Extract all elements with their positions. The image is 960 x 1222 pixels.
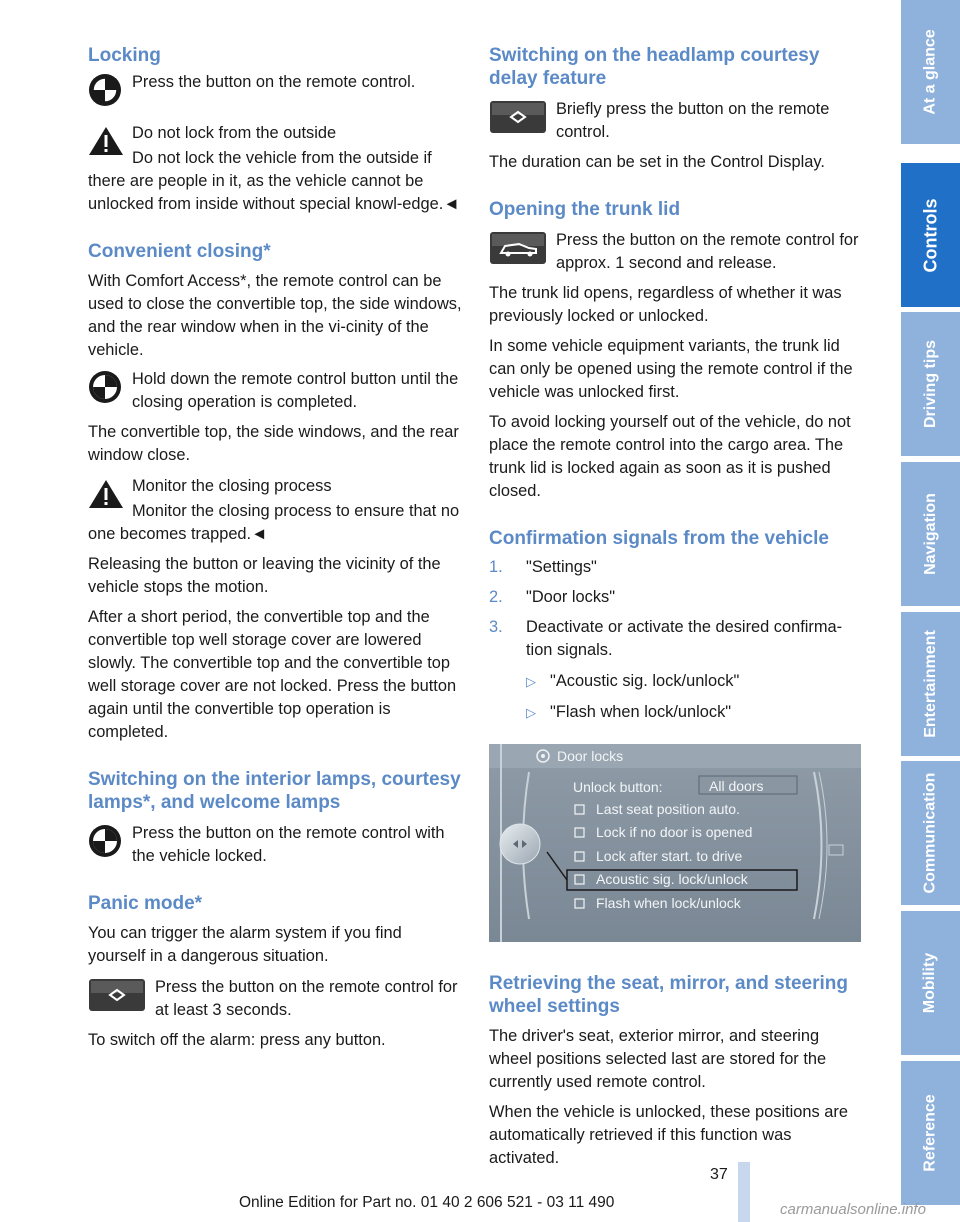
tab-navigation[interactable]: Navigation bbox=[901, 462, 960, 606]
left-column bbox=[88, 44, 462, 1052]
bmw-key-button-icon bbox=[88, 73, 122, 107]
tab-controls[interactable]: Controls bbox=[901, 163, 960, 307]
screen-option: Flash when lock/unlock bbox=[596, 895, 741, 911]
warning-title: Monitor the closing process bbox=[132, 477, 332, 495]
tab-at-a-glance[interactable]: At a glance bbox=[901, 0, 960, 144]
chapter-tabs bbox=[901, 0, 960, 1222]
tab-entertainment[interactable]: Entertainment bbox=[901, 612, 960, 756]
warning-monitor-closing bbox=[88, 475, 462, 546]
section-title-confirmation: Confirmation signals from the vehicle bbox=[489, 528, 829, 549]
triangle-bullet-icon: ▷ bbox=[526, 705, 536, 720]
confirmation-sub-items bbox=[526, 670, 861, 724]
warning-triangle-icon bbox=[88, 479, 124, 509]
list-item: 2. "Door locks" bbox=[489, 588, 616, 606]
trunk-paragraph-3: To avoid locking yourself out of the vehicle, do not place the remote control into the cargo area. The trunk lid is locked again as soon as it is pushed closed. bbox=[489, 413, 851, 500]
list-item: ▷ "Flash when lock/unlock" bbox=[526, 701, 861, 724]
closing-paragraph-2: The convertible top, the side windows, and the rear window close. bbox=[88, 423, 459, 464]
panic-press-text: Press the button on the remote control for at least 3 seconds. bbox=[155, 978, 458, 1019]
section-title-convenient-closing: Convenient closing* bbox=[88, 241, 271, 262]
list-item: ▷ "Acoustic sig. lock/unlock" bbox=[526, 670, 861, 693]
section-title-headlamp: Switching on the headlamp courtesy delay feature bbox=[489, 45, 820, 89]
page-number: 37 bbox=[710, 1166, 728, 1183]
panic-paragraph-2: To switch off the alarm: press any button. bbox=[88, 1031, 386, 1049]
trunk-paragraph-1: The trunk lid opens, regardless of whether it was previously locked or unlocked. bbox=[489, 284, 842, 325]
screen-option: Last seat position auto. bbox=[596, 801, 740, 817]
locking-text: Press the button on the remote control. bbox=[132, 73, 416, 91]
closing-paragraph-1: With Comfort Access*, the remote control can be used to close the convertible top, the side windows, and the rear window when in the vi-cinity of the vehicle. bbox=[88, 272, 462, 359]
tab-communication[interactable]: Communication bbox=[901, 761, 960, 905]
closing-instruction bbox=[88, 368, 462, 414]
retrieve-paragraph-1: The driver's seat, exterior mirror, and steering wheel positions selected last are stored for the currently used remote control. bbox=[489, 1027, 827, 1091]
unlock-button-value: All doors bbox=[709, 778, 764, 794]
closing-hold-text: Hold down the remote control button until the closing operation is completed. bbox=[132, 370, 459, 411]
section-title-lamps: Switching on the interior lamps, courtesy lamps*, and welcome lamps bbox=[88, 769, 461, 813]
warning-text: Do not lock the vehicle from the outside if there are people in it, as the vehicle cannot be unlocked from inside without special knowl-edge.◄ bbox=[88, 149, 460, 213]
section-title-panic-mode: Panic mode* bbox=[88, 893, 203, 914]
triangle-bullet-icon: ▷ bbox=[526, 674, 536, 689]
confirmation-steps bbox=[489, 556, 861, 662]
lamps-text: Press the button on the remote control with the vehicle locked. bbox=[132, 824, 445, 865]
panic-button-icon bbox=[88, 978, 146, 1012]
headlamp-instruction bbox=[489, 98, 861, 144]
warning-do-not-lock bbox=[88, 122, 462, 216]
right-column bbox=[489, 44, 861, 1170]
warning-text: Monitor the closing process to ensure that no one becomes trapped.◄ bbox=[88, 502, 460, 543]
headlamp-press-text: Briefly press the button on the remote control. bbox=[556, 100, 830, 141]
tab-mobility[interactable]: Mobility bbox=[901, 911, 960, 1055]
headlamp-paragraph: The duration can be set in the Control Display. bbox=[489, 153, 825, 171]
locking-instruction bbox=[88, 71, 462, 94]
bmw-key-button-icon bbox=[88, 370, 122, 404]
screen-option: Acoustic sig. lock/unlock bbox=[596, 871, 748, 887]
warning-title: Do not lock from the outside bbox=[132, 124, 337, 142]
tab-driving-tips[interactable]: Driving tips bbox=[901, 312, 960, 456]
screen-option: Lock if no door is opened bbox=[596, 824, 753, 840]
footer-text: Online Edition for Part no. 01 40 2 606 521 - 03 11 490 bbox=[239, 1194, 615, 1211]
headlamp-button-icon bbox=[489, 100, 547, 134]
control-display-screenshot bbox=[489, 744, 861, 942]
retrieve-paragraph-2: When the vehicle is unlocked, these positions are automatically retrieved if this function was activated. bbox=[489, 1103, 848, 1167]
screen-title: Door locks bbox=[557, 748, 624, 764]
closing-paragraph-3: Releasing the button or leaving the vicinity of the vehicle stops the motion. bbox=[88, 555, 441, 596]
lamps-instruction bbox=[88, 822, 462, 868]
trunk-instruction bbox=[489, 229, 861, 275]
list-item: 3. Deactivate or activate the desired confirma-tion signals. bbox=[489, 618, 843, 659]
section-title-locking: Locking bbox=[88, 45, 161, 66]
section-title-retrieving: Retrieving the seat, mirror, and steering wheel settings bbox=[489, 973, 848, 1017]
closing-paragraph-4: After a short period, the convertible top and the convertible top well storage cover are lowered slowly. The convertible top and the convertible top well storage cover are not locked. Press the button again until the convertible top operation is completed. bbox=[88, 608, 457, 741]
panic-instruction bbox=[88, 976, 462, 1022]
warning-triangle-icon bbox=[88, 126, 124, 156]
section-title-trunk: Opening the trunk lid bbox=[489, 199, 681, 220]
list-item: 1. "Settings" bbox=[489, 558, 597, 576]
page-number-bar bbox=[738, 1162, 750, 1222]
tab-reference[interactable]: Reference bbox=[901, 1061, 960, 1205]
trunk-press-text: Press the button on the remote control for approx. 1 second and release. bbox=[556, 231, 859, 272]
trunk-paragraph-2: In some vehicle equipment variants, the trunk lid can only be opened using the remote control if the vehicle was unlocked first. bbox=[489, 337, 853, 401]
panic-paragraph-1: You can trigger the alarm system if you find yourself in a dangerous situation. bbox=[88, 924, 402, 965]
watermark: carmanualsonline.info bbox=[780, 1201, 926, 1218]
unlock-button-label: Unlock button: bbox=[573, 779, 663, 795]
bmw-key-button-icon bbox=[88, 824, 122, 858]
trunk-button-icon bbox=[489, 231, 547, 265]
screen-option: Lock after start. to drive bbox=[596, 848, 743, 864]
